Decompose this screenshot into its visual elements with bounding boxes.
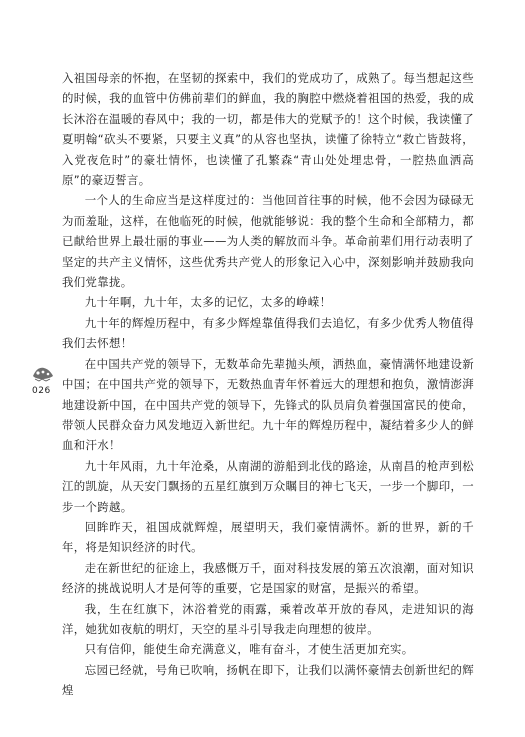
page-number: 026 bbox=[32, 386, 51, 396]
paragraph-1: 入祖国母亲的怀抱，在坚韧的探索中，我们的党成功了，成熟了。每当想起这些的时候，我的血管中仿佛前辈们的鲜血，我的胸腔中燃烧着祖国的热爱，我的成长沐浴在温暖的春风中；我的一切，都是伟大的党赋予的！这个时候，我读懂了夏明翰“砍头不要紧，只要主义真”的从容也坚执，读懂了徐特立“救亡皆鼓将，入党夜危时”的豪壮情怀，也读懂了孔繁森“青山处处埋忠骨，一腔热血洒高原”的豪迈誓言。 bbox=[62, 71, 474, 188]
paragraph-8: 走在新世纪的征途上，我感慨万千，面对科技发展的第五次浪潮，面对知识经济的挑战说明人才是何等的重要，它是国家的财富，是振兴的希望。 bbox=[62, 560, 474, 596]
page-decoration-icon bbox=[32, 364, 54, 382]
paragraph-11: 忘园已经就，号角已吹响，扬帆在即下，让我们以满怀豪情去创新世纪的辉煌 bbox=[62, 662, 474, 698]
body-text bbox=[62, 68, 474, 701]
paragraph-10: 只有信仰，能使生命充满意义，唯有奋斗，才使生活更加充实。 bbox=[84, 642, 414, 657]
paragraph-2: 一个人的生命应当是这样度过的：当他回首往事的时候，他不会因为碌碌无为而羞耻，这样，在他临死的时候，他就能够说：我的整个生命和全部精力，都已献给世界上最壮丽的事业——为人类的解放而斗争。革命前辈们用行动表明了坚定的共产主义情怀，这些优秀共产党人的形象记入心中，深刻影响并鼓励我向我们党靠拢。 bbox=[62, 193, 474, 290]
paragraph-9: 我，生在红旗下，沐浴着党的雨露，乘着改革开放的春风，走进知识的海洋，她犹如夜航的明灯，天空的星斗引导我走向理想的彼岸。 bbox=[62, 601, 474, 636]
paragraph-4: 九十年的辉煌历程中，有多少辉煌靠值得我们去追忆，有多少优秀人物值得我们去怀想！ bbox=[62, 315, 474, 351]
paragraph-7: 回眸昨天，祖国成就辉煌，展望明天，我们豪情满怀。新的世界，新的千年，将是知识经济的时代。 bbox=[62, 519, 474, 555]
paragraph-5: 在中国共产党的领导下，无数革命先辈抛头颅，洒热血，豪情满怀地建设新中国；在中国共产党的领导下，无数热血青年怀着远大的理想和抱负，激情澎湃地建设新中国，在中国共产党的领导下，先锋式的队员肩负着强国富民的使命，带领人民群众奋力风发地迈入新世纪。九十年的辉煌历程中，凝结着多少人的鲜血和汗水！ bbox=[62, 356, 474, 453]
paragraph-3: 九十年啊，九十年，太多的记忆，太多的峥嵘！ bbox=[84, 295, 332, 310]
paragraph-6: 九十年风雨，九十年沧桑，从南湖的游船到北伐的路途，从南昌的枪声到松江的凯旋，从天安门飘扬的五星红旗到万众瞩目的神七飞天，一步一个脚印，一步一个跨越。 bbox=[62, 458, 474, 514]
